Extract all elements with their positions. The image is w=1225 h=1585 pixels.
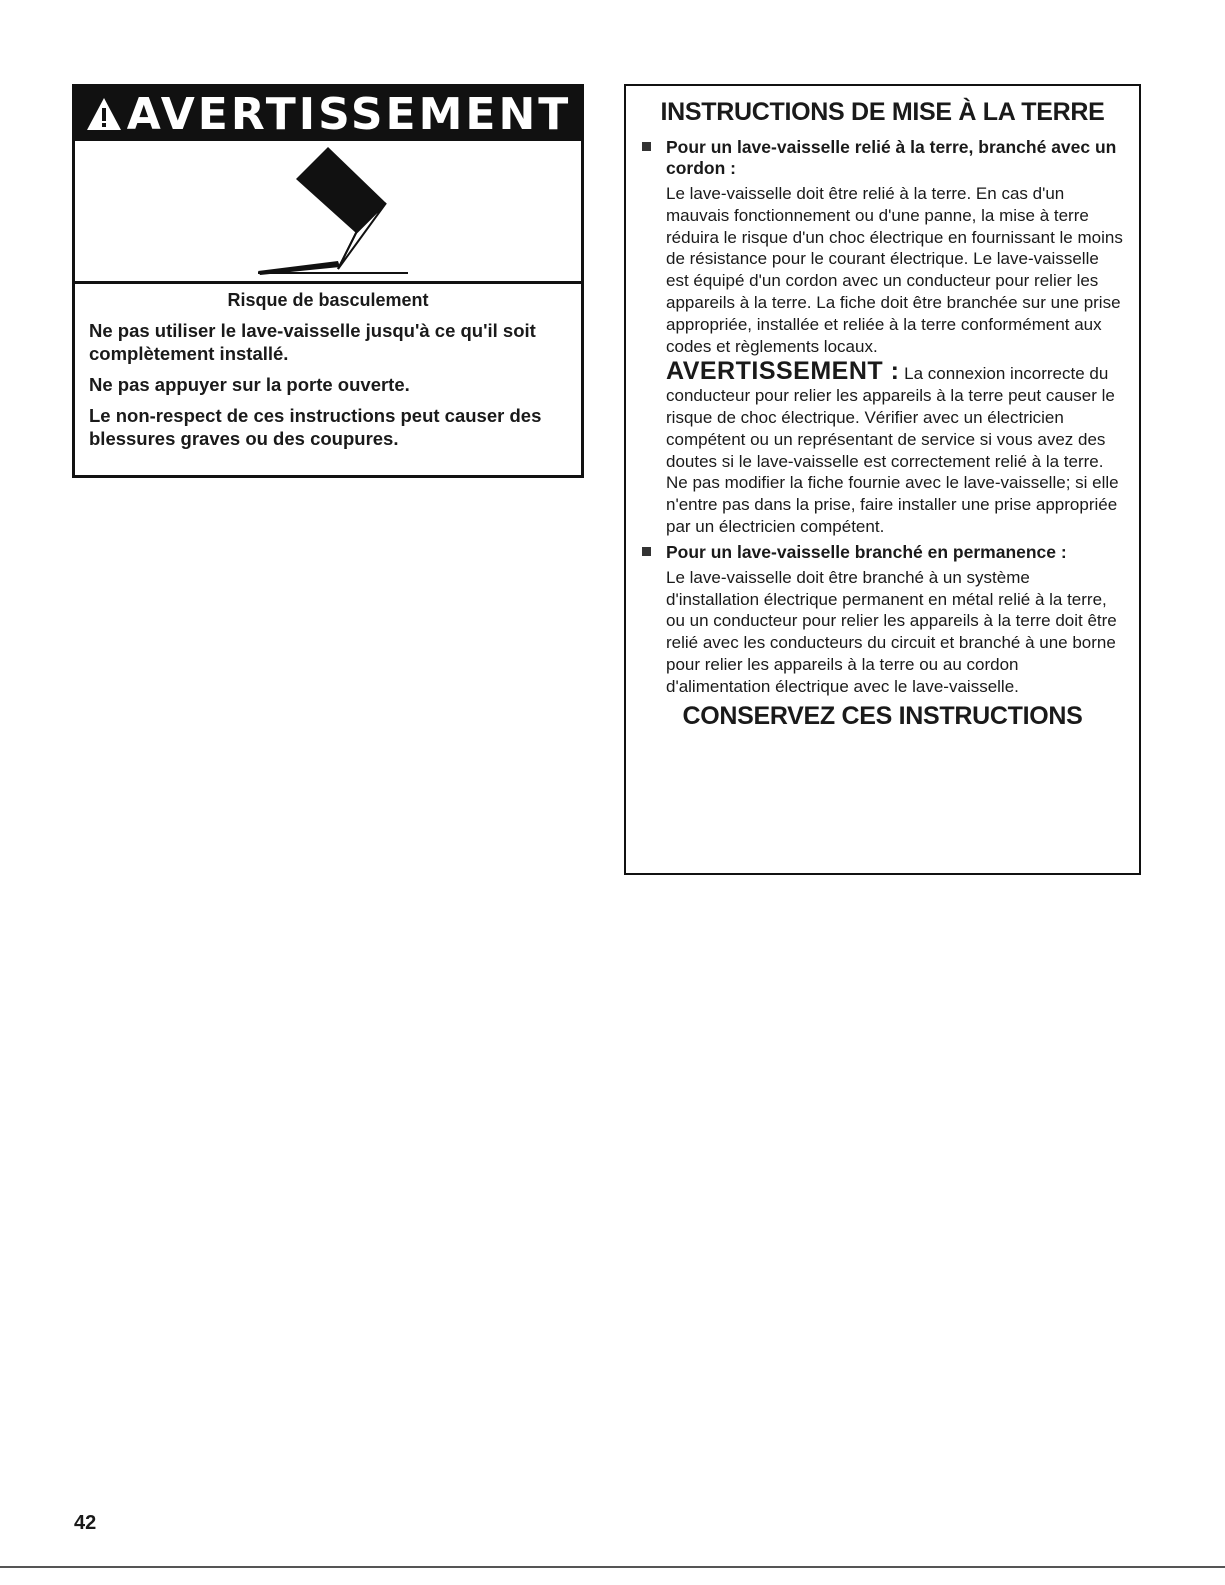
bullet-2-body: Le lave-vaisselle doit être branché à un système d'installation électrique permanent en métal relié à la terre, ou un conducteur pour relier les appareils à la terre doit être relié avec les conducteurs du circuit et branché à une borne pour relier les appareils à la terre ou au cordon d'alimentation électrique avec le lave-vaisselle. — [666, 567, 1117, 696]
bullet-1-heading — [640, 137, 1125, 179]
bullet-1-body: Le lave-vaisselle doit être relié à la terre. En cas d'un mauvais fonctionnement ou d'une panne, la mise à terre réduira le risque d'un choc électrique en fournissant le moins de résistance pour le courant électrique. Le lave-vaisselle est équipé d'un cordon avec un conducteur pour relier les appareils à la terre. La fiche doit être branchée sur une prise appropriée, installée et reliée à la terre conformément aux codes et règlements locaux. — [666, 184, 1123, 356]
bullet-2-heading-text: Pour un lave-vaisselle branché en permanence : — [666, 541, 1067, 562]
footer-rule — [0, 1566, 1225, 1568]
page-number: 42 — [74, 1512, 97, 1534]
inline-warning-label: AVERTISSEMENT : — [666, 357, 900, 386]
grounding-title: INSTRUCTIONS DE MISE À LA TERRE — [660, 98, 1105, 126]
inline-warning — [640, 357, 1125, 537]
warning-paragraph-2: Ne pas appuyer sur la porte ouverte. — [89, 374, 410, 395]
warning-header-text: AVERTISSEMENT — [126, 88, 572, 140]
bullet-2-heading — [640, 542, 1125, 563]
save-instructions-footer: CONSERVEZ CES INSTRUCTIONS — [682, 701, 1083, 730]
bullet-1-heading-text: Pour un lave-vaisselle relié à la terre, branché avec un cordon : — [666, 137, 1117, 178]
bullet-square-icon — [642, 547, 651, 556]
warning-paragraph-1: Ne pas utiliser le lave-vaisselle jusqu'à ce qu'il soit complètement installé. — [89, 320, 536, 364]
tip-over-illustration — [75, 141, 581, 284]
inline-warning-text: La connexion incorrecte du conducteur pour relier les appareils à la terre peut causer le risque de choc électrique. Vérifier avec un électricien compétent ou un représentant de service si vous avez des doutes si le lave-vaisselle est correctement relié à la terre. Ne pas modifier la fiche fournie avec le lave-vaisselle; si elle n'entre pas dans la prise, faire installer une prise appropriée par un électricien compétent. — [666, 364, 1119, 536]
warning-paragraph-3: Le non-respect de ces instructions peut causer des blessures graves ou des coupures. — [89, 405, 542, 449]
warning-triangle-icon — [85, 96, 123, 132]
warning-header — [75, 87, 581, 141]
warning-subtitle: Risque de basculement — [227, 290, 429, 310]
grounding-instructions-box — [624, 84, 1141, 875]
tip-over-warning-box — [72, 84, 584, 478]
bullet-square-icon — [642, 142, 651, 151]
tipping-dishwasher-icon — [238, 141, 418, 281]
